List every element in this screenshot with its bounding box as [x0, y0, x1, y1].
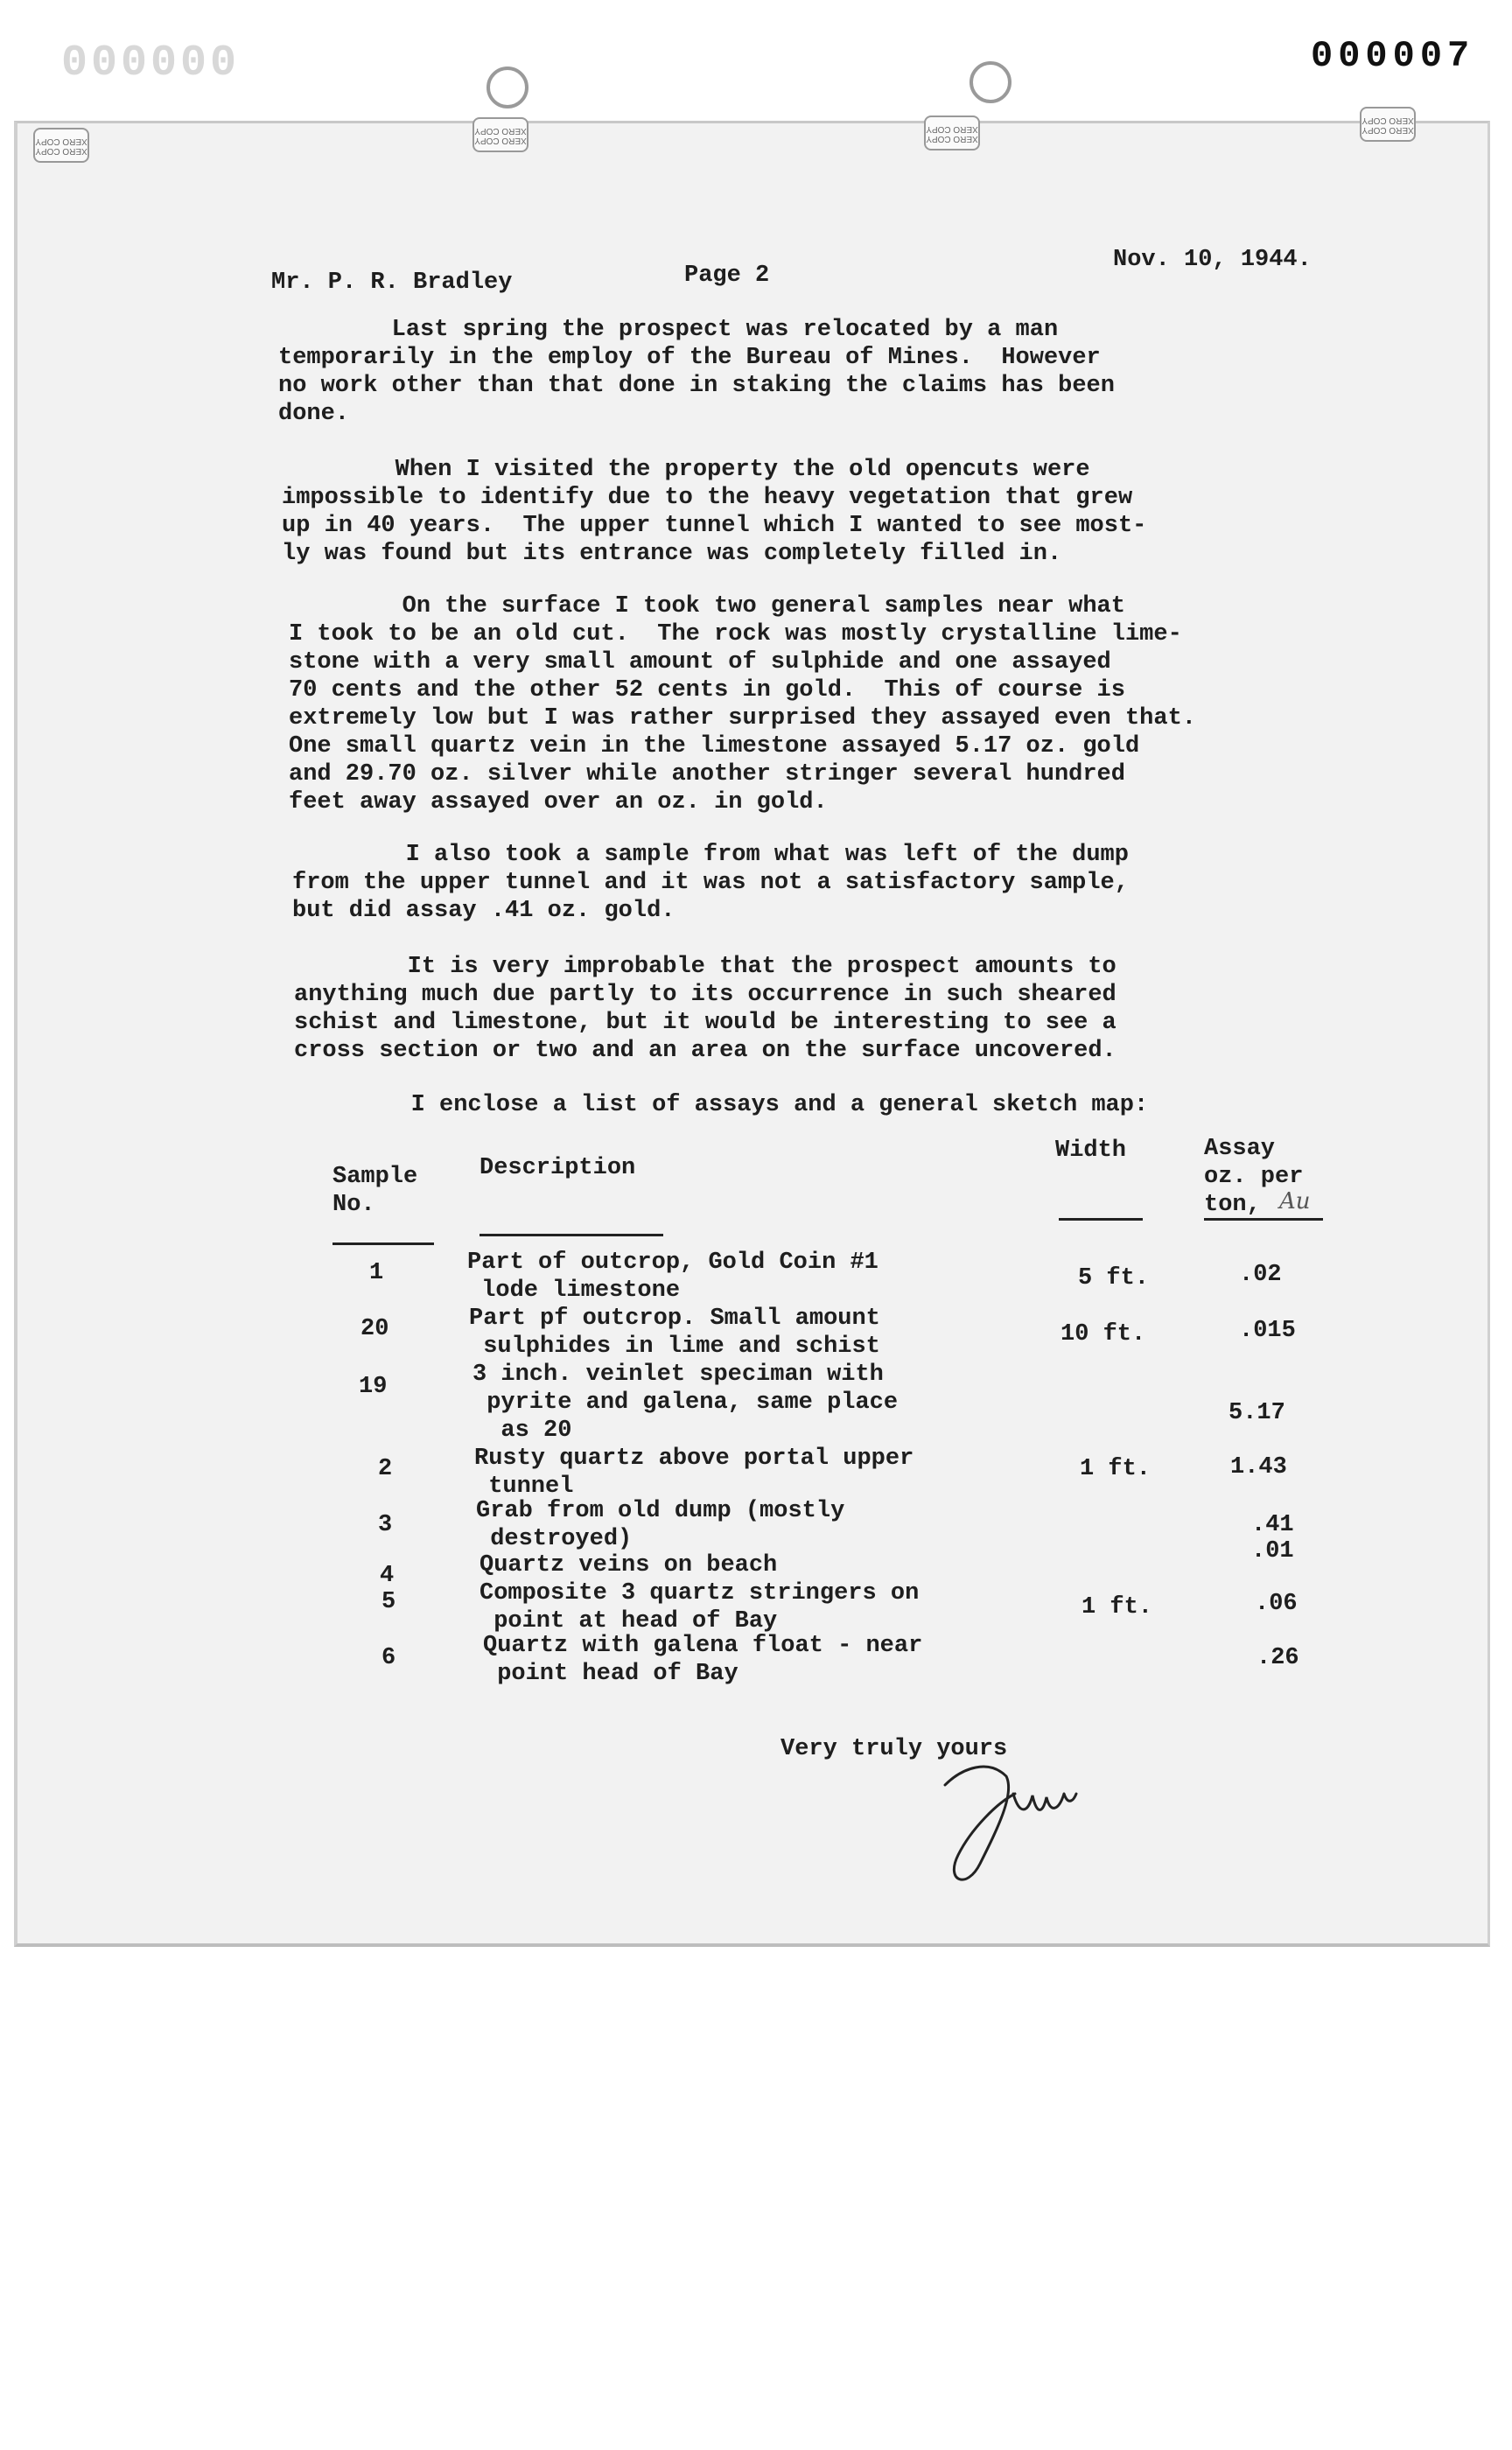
xero-copy-stamp: XERO COPY XERO COPY: [924, 116, 980, 150]
sample-assay: .41: [1251, 1512, 1294, 1538]
underline-width: [1059, 1218, 1143, 1221]
sample-description: point at head of Bay: [480, 1608, 778, 1634]
sample-assay: .015: [1239, 1318, 1296, 1344]
paragraph-6: I enclose a list of assays and a general sketch map:: [298, 1092, 1149, 1118]
sample-description: tunnel: [474, 1474, 574, 1500]
sample-number: 1: [369, 1260, 384, 1286]
xero-copy-stamp: XERO COPY XERO COPY: [472, 117, 528, 152]
header-assay: Assay: [1204, 1136, 1276, 1162]
sample-width: 10 ft.: [1060, 1321, 1146, 1348]
sample-assay: 1.43: [1230, 1454, 1287, 1480]
sample-number: 20: [360, 1316, 389, 1342]
punch-hole: [486, 66, 528, 108]
sample-description: Part of outcrop, Gold Coin #1: [467, 1250, 878, 1276]
sample-assay: .06: [1255, 1591, 1298, 1617]
sample-assay: .26: [1256, 1645, 1299, 1671]
sample-description: Quartz veins on beach: [480, 1552, 778, 1578]
sample-assay: .01: [1251, 1538, 1294, 1564]
sample-description: Part pf outcrop. Small amount: [469, 1306, 880, 1332]
sample-description: 3 inch. veinlet speciman with: [472, 1362, 884, 1388]
sample-description: Quartz with galena float - near: [483, 1633, 923, 1659]
header-sample-no: No.: [332, 1192, 375, 1218]
sample-width: 1 ft.: [1080, 1456, 1152, 1482]
sample-description: pyrite and galena, same place: [472, 1390, 899, 1416]
sample-assay: .02: [1239, 1262, 1282, 1288]
sample-number: 6: [382, 1645, 396, 1671]
faded-page-number: 000000: [61, 38, 241, 88]
header-width: Width: [1055, 1138, 1127, 1164]
punch-hole: [970, 61, 1012, 103]
xero-copy-stamp: XERO COPY XERO COPY: [33, 128, 89, 163]
sample-description: as 20: [472, 1418, 572, 1444]
page-label: Page 2: [684, 262, 770, 289]
header-oz-per: oz. per: [1204, 1164, 1304, 1190]
letter-date: Nov. 10, 1944.: [1113, 247, 1312, 273]
xero-copy-stamp: XERO COPY XERO COPY: [1360, 107, 1416, 142]
sample-number: 5: [382, 1589, 396, 1615]
sample-number: 4: [380, 1563, 395, 1589]
sample-description: Rusty quartz above portal upper: [474, 1446, 914, 1472]
sample-width: 5 ft.: [1078, 1265, 1150, 1292]
sample-number: 2: [378, 1456, 393, 1482]
underline-assay: [1204, 1218, 1323, 1221]
sample-number: 19: [359, 1374, 388, 1400]
handwritten-signature: [910, 1732, 1094, 1908]
sample-number: 3: [378, 1512, 393, 1538]
addressee: Mr. P. R. Bradley: [271, 270, 513, 296]
sample-description: lode limestone: [467, 1278, 681, 1304]
sample-width: 1 ft.: [1082, 1594, 1153, 1620]
header-ton: ton,: [1204, 1192, 1261, 1218]
sample-description: Grab from old dump (mostly: [476, 1498, 845, 1524]
handwritten-au-note: Au: [1279, 1188, 1311, 1214]
sample-description: sulphides in lime and schist: [469, 1334, 880, 1360]
header-description: Description: [480, 1155, 636, 1181]
sample-description: point head of Bay: [483, 1661, 738, 1687]
document-number: 000007: [1311, 35, 1475, 77]
sample-description: Composite 3 quartz stringers on: [480, 1580, 920, 1606]
closing: Very truly yours: [780, 1736, 1008, 1762]
sample-assay: 5.17: [1228, 1400, 1285, 1426]
sample-description: destroyed): [476, 1526, 633, 1552]
underline-description: [480, 1234, 663, 1236]
header-sample: Sample: [332, 1164, 418, 1190]
underline-sample: [332, 1242, 434, 1245]
